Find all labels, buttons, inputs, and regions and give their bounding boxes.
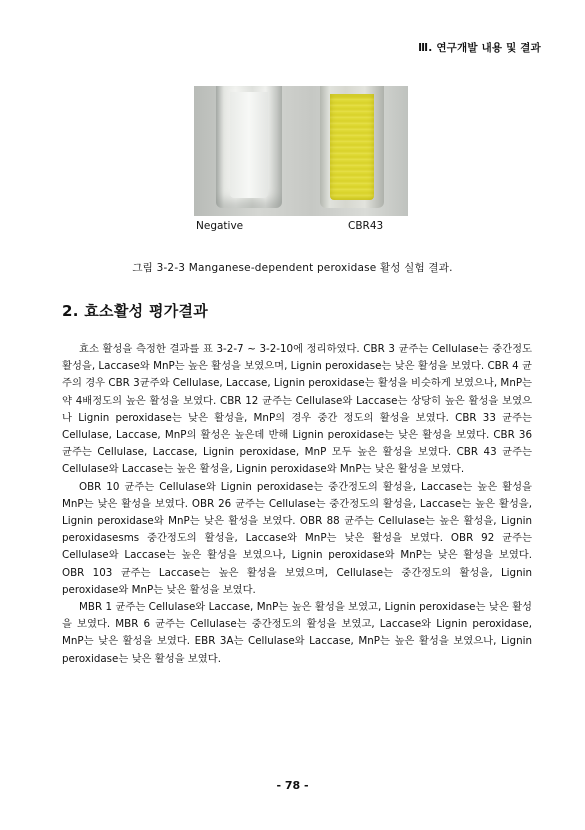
paragraph: OBR 10 균주는 Cellulase와 Lignin peroxidase는 중간정도의 활성을, Laccase는 높은 활성을 MnP는 낮은 활성을 보였다. OBR 26 균주는 Cellulase는 중간정도의 활성을, Laccase는 높은 활성을, Lignin peroxidase와 MnP는 낮은 활성을 보였다. OBR 88 균주는 Cellulase는 높은 활성을, Lignin peroxidasesms 중간정도의 활성을, Laccase와 MnP는 낮은 활성을 보였다. OBR 92 균주는 Cellulase와 Laccase는 높은 활성을 보였으나, Lignin peroxidase와 MnP는 낮은 활성을 보였다. OBR 103 균주는 Laccase는 높은 활성을 보였으며, Cellulase는 중간정도의 활성을, Lignin peroxidase와 MnP는 낮은 활성을 보였다.	[62, 480, 532, 596]
cbr43-label: CBR43	[348, 220, 384, 232]
page-number: - 78 -	[276, 779, 309, 792]
negative-label: Negative	[196, 220, 244, 232]
paragraph: MBR 1 균주는 Cellulase와 Laccase, MnP는 높은 활성을 보였고, Lignin peroxidase는 낮은 활성을 보였다. MBR 6 균주는 Cellulase는 중간정도의 활성을 보였고, Laccase와 Lignin peroxidase, MnP는 낮은 활성을 보였다. EBR 3A는 Cellulase와 Laccase, MnP는 높은 활성을 보였으나, Lignin peroxidase는 낮은 활성을 보였다.	[62, 601, 532, 665]
negative-cuvette	[216, 86, 282, 208]
body-text	[62, 341, 532, 668]
paragraph: 효소 활성을 측정한 결과를 표 3-2-7 ~ 3-2-10에 정리하였다. CBR 3 균주는 Cellulase는 중간정도 활성을, Laccase와 MnP는 높은 활성을 보였으며, Lignin peroxidase는 낮은 활성을 보였다. CBR 4 균주의 경우 CBR 3균주와 Cellulase, Laccase, Lignin peroxidase는 활성을 비슷하게 보였으나, MnP는 약 4배정도의 높은 활성을 보였다. CBR 12 균주는 Cellulase와 Laccase는 상당히 높은 활성을 보였으나 Lignin peroxidase는 낮은 활성을, MnP의 경우 중간 정도의 활성을 보였다. CBR 33 균주는 Cellulase, Laccase, MnP의 활성은 높은데 반해 Lignin peroxidase는 낮은 활성을 보였다. CBR 36 균주는 Cellulase, Laccase, Lignin peroxidase, MnP 모두 높은 활성을 보였다. CBR 43 균주는 Cellulase와 Laccase는 높은 활성을, Lignin peroxidase와 MnP는 낮은 활성을 보였다.	[62, 343, 532, 476]
section-heading: 2. 효소활성 평가결과	[62, 302, 209, 320]
figure-caption: 그림 3-2-3 Manganese-dependent peroxidase 활성 실험 결과.	[132, 262, 453, 274]
cuvette-photo	[194, 86, 408, 216]
cbr43-cuvette	[320, 86, 384, 208]
running-header: Ⅲ. 연구개발 내용 및 결과	[418, 42, 541, 54]
